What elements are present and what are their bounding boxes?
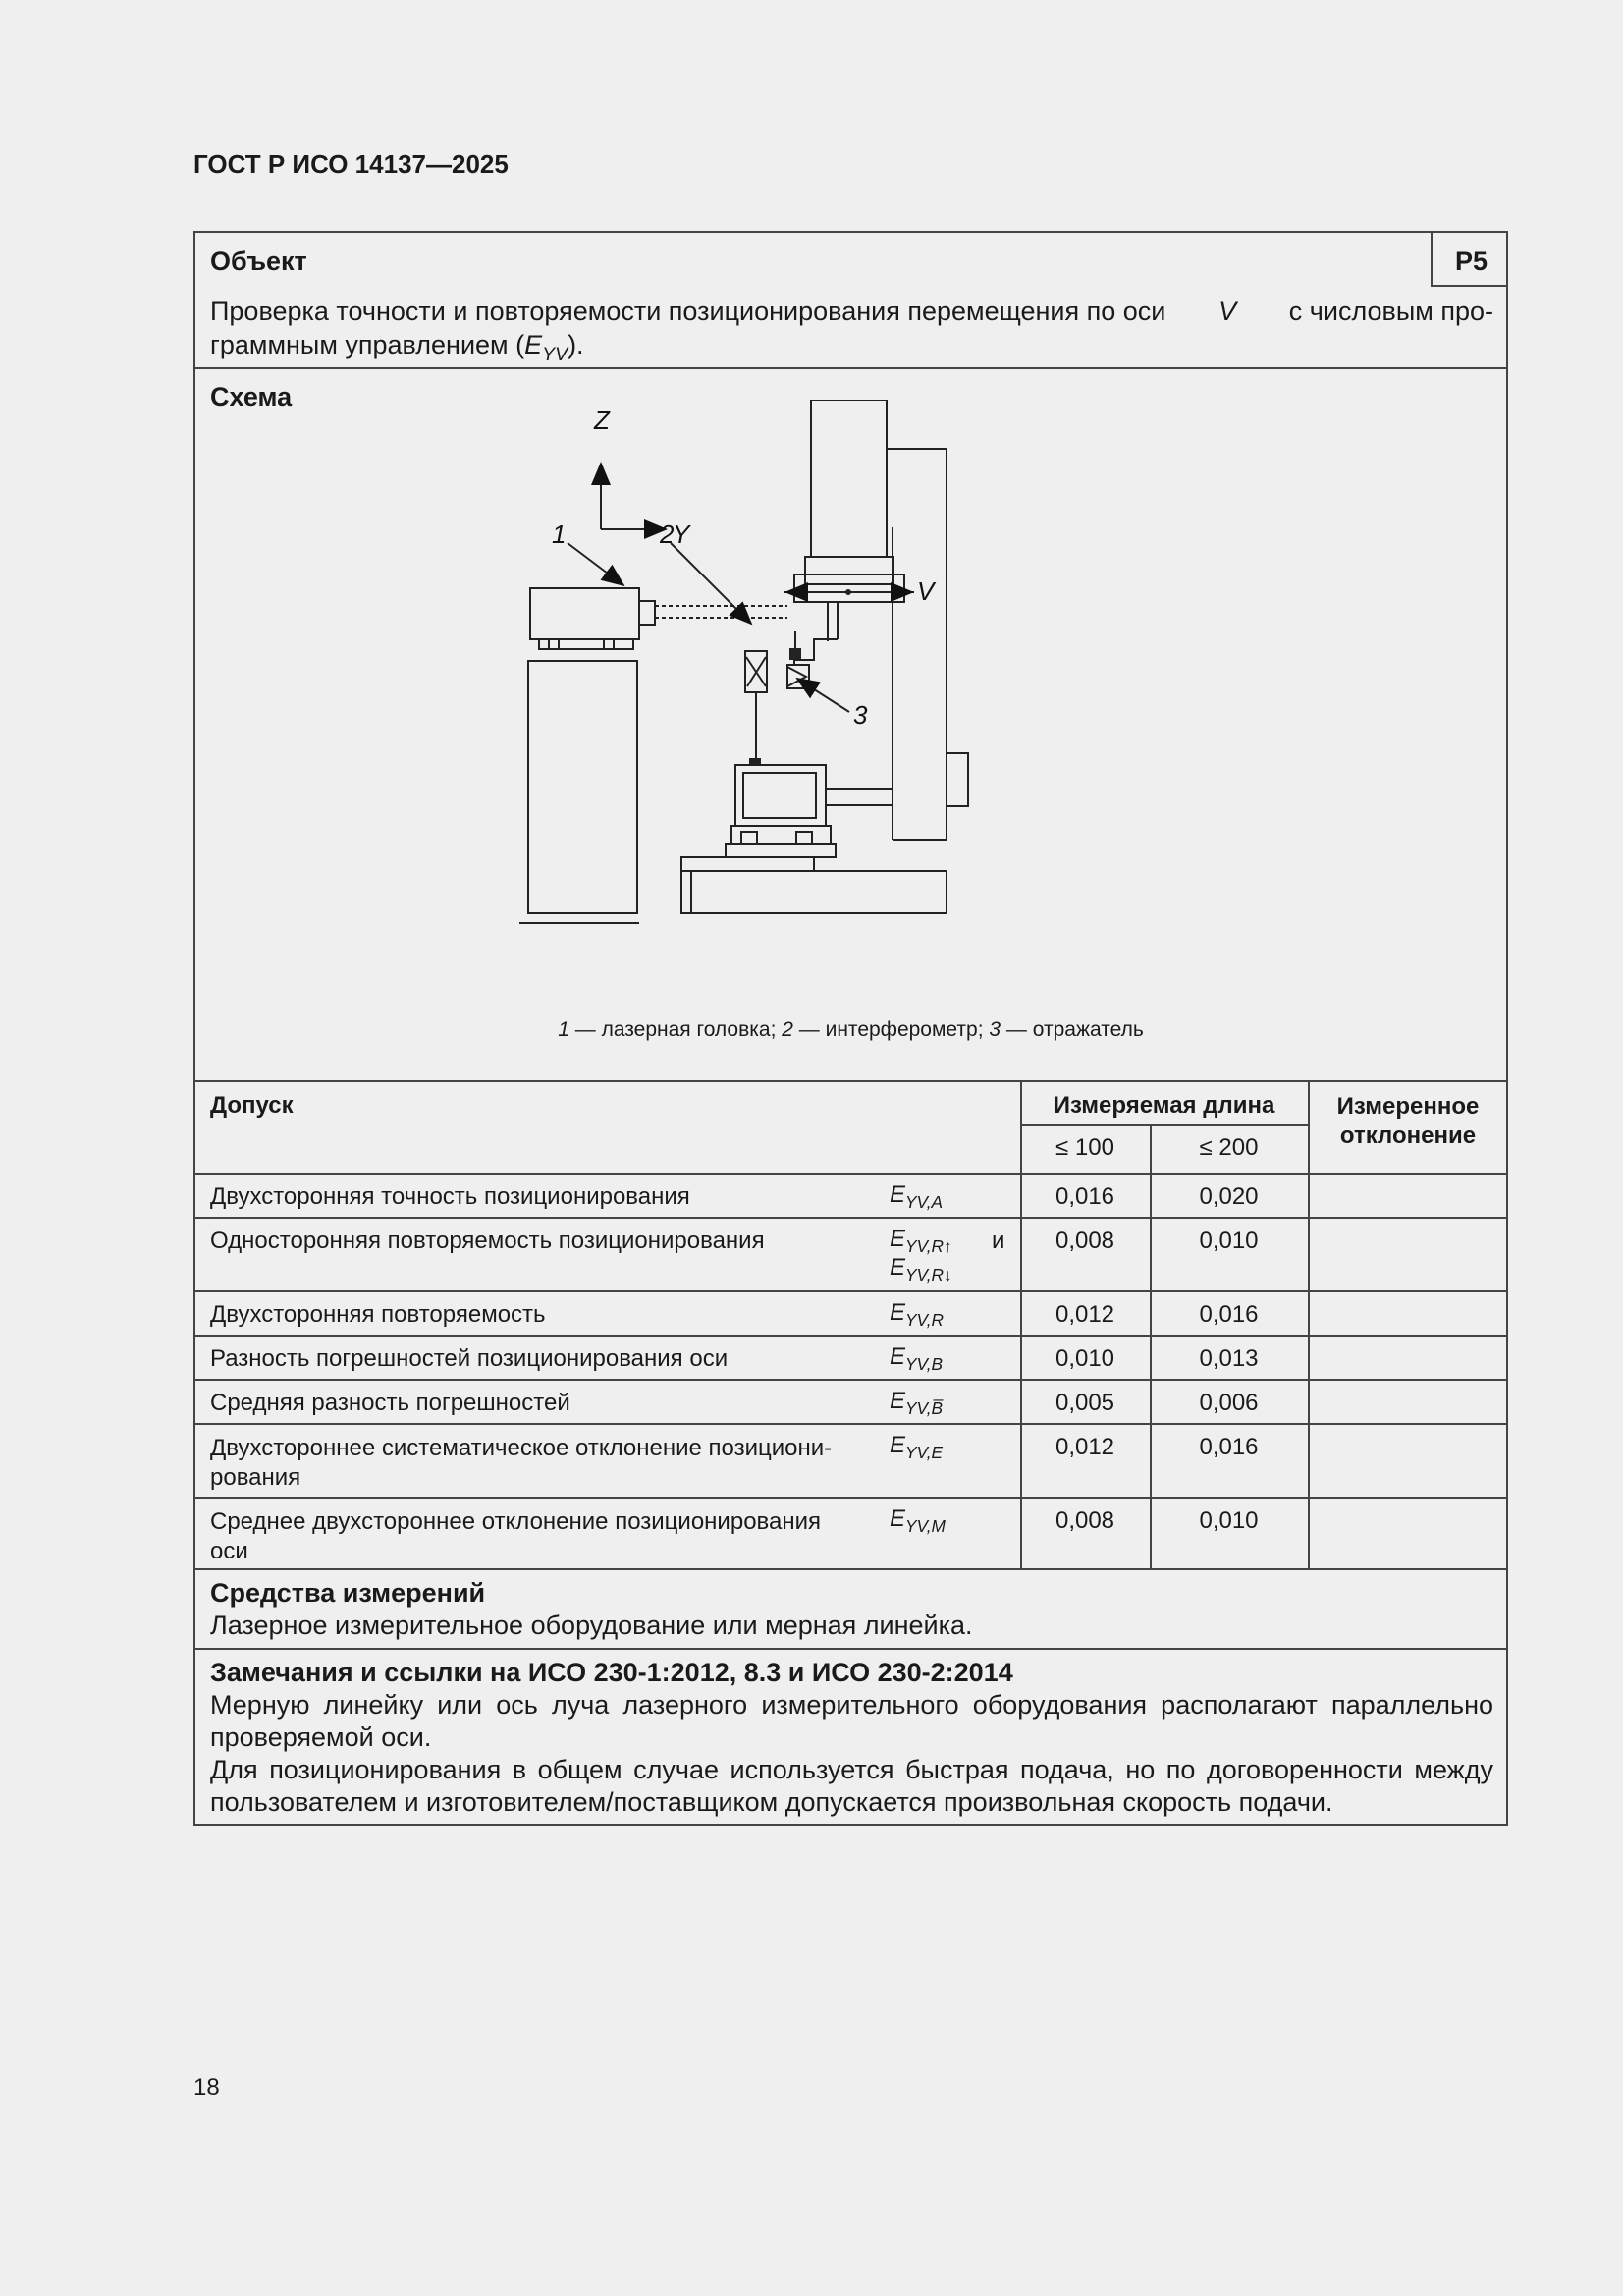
- measured-length-header: Измеряемая длина: [1053, 1092, 1275, 1119]
- row-name: Разность погрешностей позиционирования оси: [210, 1345, 729, 1372]
- row-symbol: $E_{YV,A}$: [890, 1181, 944, 1213]
- row-name: Двухсторонняя повторяемость: [210, 1301, 546, 1328]
- scheme-drawing: [519, 400, 1383, 1067]
- spindle-column: [811, 400, 887, 557]
- row-value-200: 0,016: [1199, 1434, 1259, 1460]
- row-symbol-2: $E_{YV,R↓}$: [890, 1254, 952, 1285]
- row-name: Средняя разность погрешностей: [210, 1390, 570, 1416]
- row-value-200: 0,010: [1199, 1507, 1259, 1534]
- machine-base: [681, 871, 947, 913]
- notes-line: Для позиционирования в общем случае используется быстрая подача, но по договоренности между: [210, 1755, 1493, 1784]
- controller-screen-frame: [735, 765, 826, 826]
- row-name: Двухсторонняя точность позиционирования: [210, 1183, 690, 1210]
- row-value-200: 0,016: [1199, 1301, 1259, 1328]
- page-number: 18: [193, 2074, 220, 2101]
- spindle-head: [805, 557, 893, 584]
- row-name: Среднее двухстороннее отклонение позиционирования оси: [210, 1508, 822, 1564]
- row-value-200: 0,020: [1199, 1183, 1259, 1210]
- scheme-caption: 1 — лазерная головка; 2 — интерферометр; 3 — отражатель: [558, 1018, 1144, 1041]
- row-symbol: $E_{YV,B}$: [890, 1343, 944, 1375]
- axis-z-label: Z: [594, 406, 610, 435]
- notes-line: пользователем и изготовителем/поставщиком допускается произвольная скорость подачи.: [210, 1787, 1333, 1817]
- row-value-200: 0,010: [1199, 1228, 1259, 1254]
- object-label: Объект: [210, 246, 307, 276]
- row-value-200: 0,013: [1199, 1345, 1259, 1372]
- row-value-100: 0,012: [1055, 1301, 1115, 1328]
- document-header: ГОСТ Р ИСО 14137—2025: [193, 149, 509, 179]
- notes-title: Замечания и ссылки на ИСО 230-1:2012, 8.3 и ИСО 230-2:2014: [210, 1658, 1013, 1687]
- row-symbol: $E_{YV,R↑}$: [890, 1226, 952, 1257]
- row-symbol: $E_{YV,E}$: [890, 1432, 944, 1463]
- length-col-200: ≤ 200: [1199, 1134, 1259, 1161]
- row-symbol: $E_{YV,B̅}$: [890, 1388, 944, 1419]
- row-conjunction: и: [992, 1228, 1005, 1254]
- scheme-label: Схема: [210, 382, 293, 411]
- row-value-100: 0,008: [1055, 1228, 1115, 1254]
- row-value-100: 0,016: [1055, 1183, 1115, 1210]
- laser-head-body: [530, 588, 639, 639]
- axis-y-label: Y: [673, 519, 690, 549]
- callout-3: 3: [853, 700, 868, 730]
- row-symbol: $E_{YV,M}$: [890, 1505, 946, 1537]
- row-symbol: $E_{YV,R}$: [890, 1299, 945, 1331]
- callout-2: 2: [660, 519, 675, 549]
- row-value-100: 0,012: [1055, 1434, 1115, 1460]
- test-code: P5: [1455, 246, 1488, 276]
- row-value-200: 0,006: [1199, 1390, 1259, 1416]
- row-value-100: 0,008: [1055, 1507, 1115, 1534]
- means-title: Средства измерений: [210, 1578, 486, 1608]
- notes-line: проверяемой оси.: [210, 1722, 432, 1752]
- means-text: Лазерное измерительное оборудование или мерная линейка.: [210, 1611, 973, 1640]
- laser-aperture: [639, 601, 655, 625]
- tolerance-label: Допуск: [210, 1092, 294, 1119]
- callout-1: 1: [552, 519, 567, 549]
- object-description-line2: граммным управлением $(E_{YV})$.: [210, 330, 584, 365]
- test-sheet-frame: [193, 231, 1508, 1826]
- length-col-100: ≤ 100: [1055, 1134, 1114, 1161]
- row-name: Двухстороннее систематическое отклонение позициони- рования: [210, 1435, 833, 1491]
- row-name: Односторонняя повторяемость позиционирования: [210, 1228, 765, 1254]
- axis-v-label: V: [917, 576, 935, 606]
- row-value-100: 0,005: [1055, 1390, 1115, 1416]
- row-value-100: 0,010: [1055, 1345, 1115, 1372]
- measured-deviation-header: Измеренное отклонение: [1336, 1093, 1480, 1149]
- object-description-line1: Проверка точности и повторяемости позиционирования перемещения по оси V с числовым про-: [210, 297, 1493, 326]
- laser-stand: [528, 661, 637, 913]
- notes-line: Мерную линейку или ось луча лазерного измерительного оборудования располагают параллельно: [210, 1690, 1493, 1720]
